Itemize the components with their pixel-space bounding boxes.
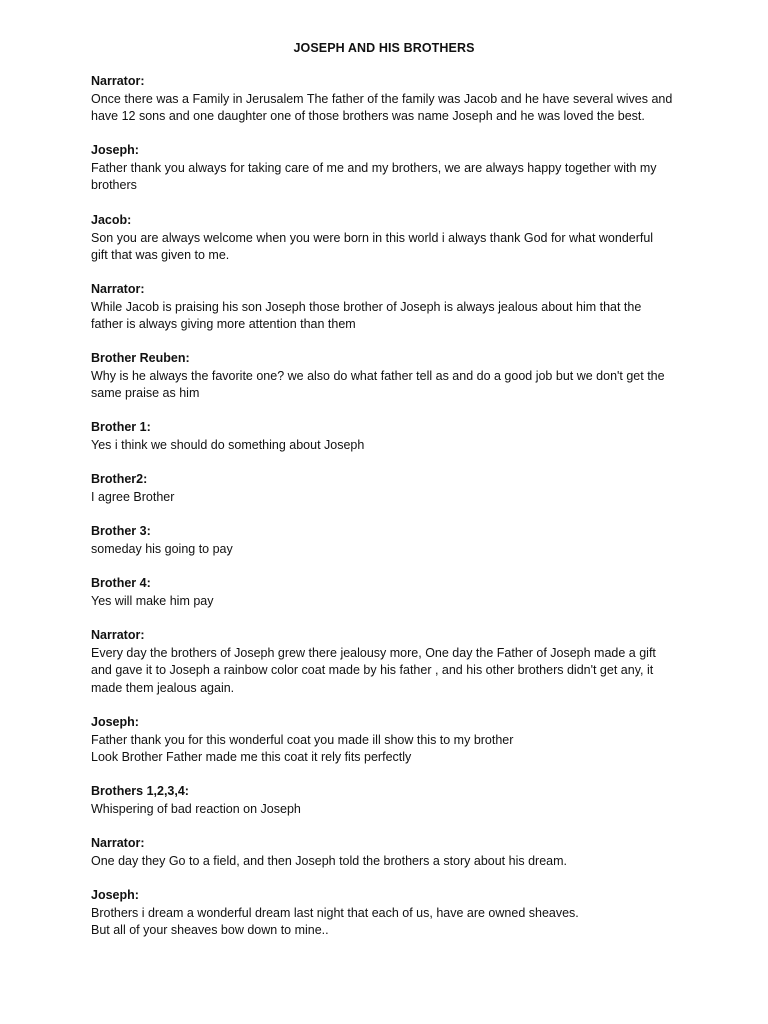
speaker-label: Brother 1: bbox=[91, 420, 151, 434]
dialogue-line: Yes i think we should do something about Joseph bbox=[91, 437, 365, 452]
speaker-label: Joseph: bbox=[91, 715, 139, 729]
dialogue-line: Whispering of bad reaction on Joseph bbox=[91, 801, 301, 816]
dialogue-line: I agree Brother bbox=[91, 489, 175, 504]
dialogue-block bbox=[91, 212, 691, 281]
dialogue-line: Father thank you for this wonderful coat you made ill show this to my brother bbox=[91, 732, 514, 747]
speaker-label: Narrator: bbox=[91, 836, 145, 850]
dialogue-line: Son you are always welcome when you were born in this world i always thank God for what wonderful bbox=[91, 230, 654, 245]
speaker-label: Brothers 1,2,3,4: bbox=[91, 784, 189, 798]
speaker-label: Brother 4: bbox=[91, 576, 151, 590]
dialogue-line: father is always giving more attention than them bbox=[91, 317, 356, 331]
dialogue-line: Brothers i dream a wonderful dream last night that each of us, have are owned sheaves. bbox=[91, 905, 579, 920]
dialogue-block bbox=[91, 73, 691, 142]
dialogue-block bbox=[91, 627, 691, 714]
speaker-label: Brother Reuben: bbox=[91, 351, 190, 365]
dialogue-block bbox=[91, 281, 691, 350]
dialogue-line: gift that was given to me. bbox=[91, 248, 230, 262]
speaker-label: Joseph: bbox=[91, 143, 139, 157]
dialogue-line: and gave it to Joseph a rainbow color coat made by his father , and his other brothers didn't get any, it bbox=[91, 663, 654, 677]
speaker-label: Jacob: bbox=[91, 213, 132, 227]
dialogue-line: made them jealous again. bbox=[91, 680, 235, 695]
dialogue-block bbox=[91, 783, 691, 835]
dialogue-block bbox=[91, 471, 691, 523]
dialogue-line: One day they Go to a field, and then Joseph told the brothers a story about his dream. bbox=[91, 853, 567, 868]
dialogue-line: brothers bbox=[91, 178, 137, 192]
dialogue-block bbox=[91, 887, 691, 939]
script-body bbox=[91, 73, 691, 939]
dialogue-line: Once there was a Family in Jerusalem The father of the family was Jacob and he have several wives and bbox=[91, 91, 673, 106]
speaker-label: Narrator: bbox=[91, 74, 145, 88]
dialogue-line: same praise as him bbox=[91, 386, 200, 400]
dialogue-block bbox=[91, 835, 691, 887]
dialogue-line: have 12 sons and one daughter one of those brothers was name Joseph and he was loved the best. bbox=[91, 109, 645, 123]
dialogue-block bbox=[91, 142, 691, 212]
dialogue-block bbox=[91, 575, 691, 627]
speaker-label: Narrator: bbox=[91, 282, 145, 296]
speaker-label: Joseph: bbox=[91, 888, 139, 902]
dialogue-block bbox=[91, 419, 691, 471]
dialogue-block bbox=[91, 523, 691, 575]
dialogue-block bbox=[91, 350, 691, 419]
speaker-label: Brother2: bbox=[91, 472, 148, 486]
document-title: JOSEPH AND HIS BROTHERS bbox=[293, 41, 475, 55]
dialogue-line: Father thank you always for taking care of me and my brothers, we are always happy together with my bbox=[91, 160, 657, 175]
dialogue-line: While Jacob is praising his son Joseph those brother of Joseph is always jealous about him that the bbox=[91, 299, 642, 314]
dialogue-line: But all of your sheaves bow down to mine.. bbox=[91, 923, 329, 937]
dialogue-line: Yes will make him pay bbox=[91, 593, 214, 608]
dialogue-line: someday his going to pay bbox=[91, 541, 233, 556]
dialogue-block bbox=[91, 714, 691, 783]
speaker-label: Narrator: bbox=[91, 628, 145, 642]
dialogue-line: Why is he always the favorite one? we also do what father tell as and do a good job but we don't get the bbox=[91, 368, 665, 383]
speaker-label: Brother 3: bbox=[91, 524, 151, 538]
dialogue-line: Look Brother Father made me this coat it rely fits perfectly bbox=[91, 750, 412, 764]
dialogue-line: Every day the brothers of Joseph grew there jealousy more, One day the Father of Joseph made a gift bbox=[91, 645, 656, 660]
